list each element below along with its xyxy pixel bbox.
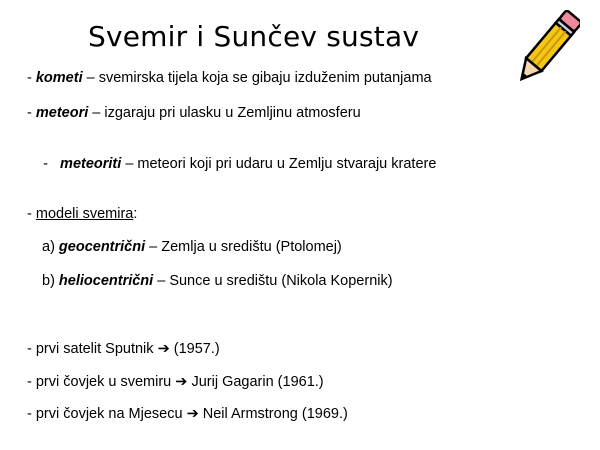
arrow-icon: ➔: [186, 406, 199, 422]
line-geocentricni: [42, 238, 342, 256]
slide-title: Svemir i Sunčev sustav: [88, 20, 420, 53]
definition-meteori: – izgaraju pri ulasku u Zemljinu atmosferu: [88, 105, 361, 121]
list-marker-a: a): [42, 239, 59, 255]
line-meteoriti: [27, 137, 436, 191]
bullet-dash: -: [43, 156, 61, 172]
bullet-dash: -: [27, 105, 36, 121]
bullet-dash: -: [27, 70, 36, 86]
term-heliocentricni: heliocentrični: [58, 273, 154, 289]
term-geocentricni: geocentrični: [58, 239, 146, 255]
term-meteoriti: meteoriti: [60, 156, 122, 172]
line-modeli-svemira: [27, 205, 137, 223]
definition-kometi: – svemirska tijela koja se gibaju izduženim putanjama: [82, 70, 432, 86]
line-heliocentricni: [42, 272, 393, 290]
definition-heliocentricni: – Sunce u središtu (Nikola Kopernik): [153, 273, 393, 289]
term-kometi: kometi: [35, 70, 83, 86]
line-kometi: [27, 69, 432, 87]
fact-gagarin-name: Jurij Gagarin (1961.): [187, 374, 324, 390]
fact-sputnik-year: (1957.): [169, 341, 220, 357]
arrow-icon: ➔: [175, 374, 188, 390]
pencil-icon: [512, 10, 580, 90]
fact-gagarin: - prvi čovjek u svemiru: [27, 374, 176, 390]
line-gagarin: [27, 373, 324, 391]
line-armstrong: [27, 405, 348, 423]
definition-meteoriti: – meteori koji pri udaru u Zemlju stvaraju kratere: [121, 156, 437, 172]
fact-armstrong: - prvi čovjek na Mjesecu: [27, 406, 187, 422]
fact-sputnik: - prvi satelit Sputnik: [27, 341, 158, 357]
arrow-icon: ➔: [157, 341, 170, 357]
definition-geocentricni: – Zemlja u središtu (Ptolomej): [145, 239, 342, 255]
line-sputnik: [27, 340, 220, 358]
fact-armstrong-name: Neil Armstrong (1969.): [198, 406, 348, 422]
bullet-dash: -: [27, 206, 36, 222]
term-meteori: meteori: [35, 105, 89, 121]
colon: :: [133, 206, 138, 222]
line-meteori: [27, 104, 361, 122]
heading-modeli-svemira: modeli svemira: [35, 206, 134, 222]
list-marker-b: b): [42, 273, 59, 289]
